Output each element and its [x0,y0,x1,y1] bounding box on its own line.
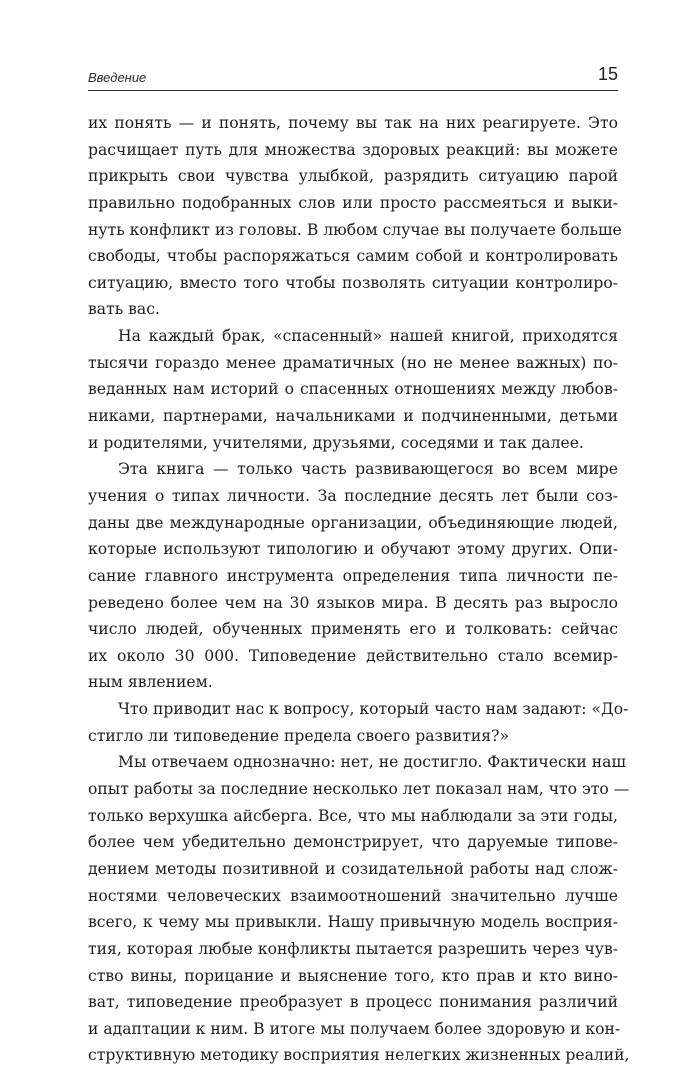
text-line: Эта книга — только часть развивающегося во всем мире [118,460,618,479]
text-line: дением методы позитивной и созидательной работы над слож- [88,859,618,878]
text-line: их около 30 000. Типоведение действительно стало всемир- [88,646,618,665]
text-line: На каждый брак, «спасенный» нашей книгой, приходятся [118,327,618,346]
text-line: опыт работы за последние несколько лет показал нам, что это — [88,780,630,799]
text-line: ситуацию, вместо того чтобы позволять ситуации контролиро- [88,273,618,292]
text-line: стигло ли типоведение предела своего развития?» [88,726,509,745]
running-header [88,64,618,91]
text-line: ват, типоведение преобразует в процесс понимания различий [88,993,618,1012]
text-line: сание главного инструмента определения типа личности пе- [88,566,618,585]
text-line: тия, которая любые конфликты пытается разрешить через чув- [88,939,618,958]
text-line: веданных нам историй о спасенных отношениях между любов- [88,380,618,399]
text-line: прикрыть свои чувства улыбкой, разрядить ситуацию парой [88,167,618,186]
text-line: число людей, обученных применять его и толковать: сейчас [88,620,618,639]
text-line: никами, партнерами, начальниками и подчиненными, детьми [88,407,618,426]
body-text [88,110,630,1069]
text-line: свободы, чтобы распоряжаться самим собой и контролировать [88,247,618,266]
text-line: более чем убедительно демонстрирует, что даруемые типове- [88,833,618,852]
text-line: только верхушка айсберга. Все, что мы наблюдали за эти годы, [88,806,618,825]
text-line: ство вины, порицание и выяснение того, кто прав и кто вино- [88,966,618,985]
text-line: структивную методику восприятия нелегких жизненных реалий, [88,1046,630,1065]
text-line: ностями человеческих взаимоотношений значительно лучше [88,886,618,905]
text-line: Что приводит нас к вопросу, который часто нам задают: «До- [118,700,629,719]
text-line: всего, к чему мы привыкли. Нашу привычную модель восприя- [88,913,618,932]
text-line: расчищает путь для множества здоровых реакций: вы можете [88,140,618,159]
text-line: даны две международные организации, объединяющие людей, [88,513,618,532]
text-line: Мы отвечаем однозначно: нет, не достигло. Фактически наш [118,753,626,772]
text-line: ным явлением. [88,673,213,692]
text-line: нуть конфликт из головы. В любом случае вы получаете больше [88,220,622,239]
text-line: реведено более чем на 30 языков мира. В десять раз выросло [88,593,618,612]
text-line: и адаптации к ним. В итоге мы получаем более здоровую и кон- [88,1019,621,1038]
text-line: вать вас. [88,300,160,319]
text-line: тысячи гораздо менее драматичных (но не менее важных) по- [88,353,618,372]
text-line: правильно подобранных слов или просто рассмеяться и выки- [88,193,618,212]
page-number: 15 [597,64,618,84]
text-line: их понять — и понять, почему вы так на них реагируете. Это [88,114,618,132]
text-line: учения о типах личности. За последние десять лет были соз- [88,486,618,505]
text-line: и родителями, учителями, друзьями, соседями и так далее. [88,433,584,452]
section-title: Введение [88,70,147,85]
text-line: которые используют типологию и обучают этому других. Опи- [88,540,618,559]
